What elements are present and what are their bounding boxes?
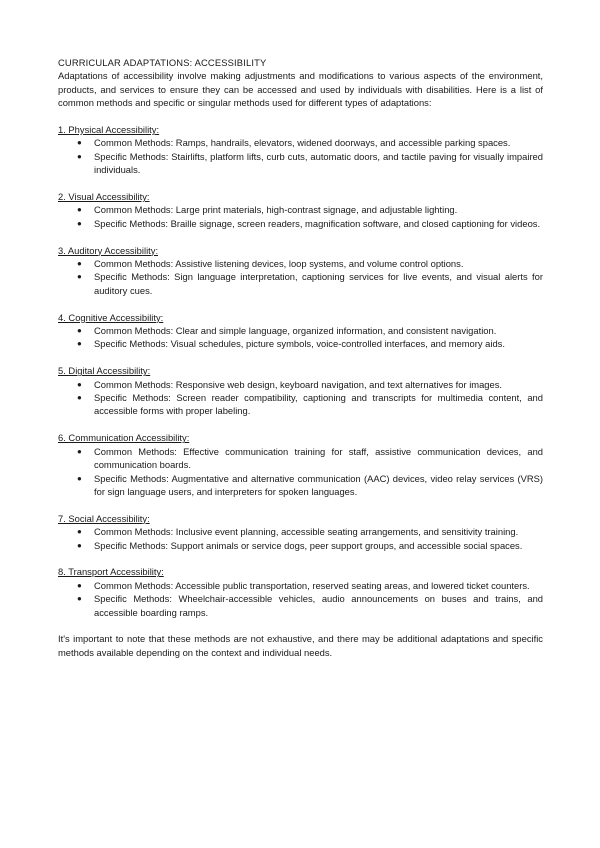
bullet-icon: ● [77, 580, 82, 590]
bullet-icon: ● [77, 272, 82, 282]
closing-paragraph: It's important to note that these methods are not exhaustive, and there may be additional adaptations and specific methods available depending on the context and individual needs. [58, 633, 543, 658]
list-item [58, 217, 543, 230]
list-item [58, 270, 543, 297]
list-item [58, 391, 543, 418]
section-heading: 2. Visual Accessibility: [58, 191, 150, 203]
list-item-text: Common Methods: Assistive listening devices, loop systems, and volume control options. [94, 258, 464, 270]
bullet-icon: ● [77, 138, 82, 148]
list-item-text: Common Methods: Responsive web design, keyboard navigation, and text alternatives for images. [94, 378, 503, 390]
document-title: CURRICULAR ADAPTATIONS: ACCESSIBILITY [58, 57, 267, 68]
methods-list [58, 324, 543, 351]
list-item-text: Specific Methods: Braille signage, screen readers, magnification software, and closed captioning for videos. [94, 217, 541, 229]
bullet-icon: ● [77, 326, 82, 336]
list-item [58, 150, 543, 177]
methods-list [58, 136, 543, 176]
document-page [58, 56, 543, 659]
section-social [58, 512, 543, 552]
list-item [58, 525, 543, 538]
methods-list [58, 257, 543, 297]
bullet-icon: ● [77, 151, 82, 161]
list-item [58, 579, 543, 592]
section-heading: 7. Social Accessibility: [58, 512, 150, 524]
section-heading: 3. Auditory Accessibility: [58, 244, 159, 256]
section-digital [58, 364, 543, 418]
list-item-text: Specific Methods: Sign language interpretation, captioning services for live events, and visual alerts for auditory cues. [94, 271, 543, 296]
list-item-text: Specific Methods: Screen reader compatibility, captioning and transcripts for multimedia content, and accessible forms with proper labeling. [94, 392, 543, 417]
list-item [58, 324, 543, 337]
section-heading: 1. Physical Accessibility: [58, 124, 160, 136]
bullet-icon: ● [77, 379, 82, 389]
list-item [58, 539, 543, 552]
bullet-icon: ● [77, 218, 82, 228]
list-item-text: Common Methods: Effective communication training for staff, assistive communication devices, and communication boards. [94, 445, 543, 471]
list-item [58, 257, 543, 270]
list-item [58, 136, 543, 149]
intro-paragraph: Adaptations of accessibility involve making adjustments and modifications to various aspects of the environment, products, and services to ensure they can be accessed and used by individuals with disabilities. Here is a list of common methods and specific or singular methods used for different types of adaptations: [58, 70, 543, 109]
list-item [58, 472, 543, 499]
bullet-icon: ● [77, 527, 82, 537]
list-item [58, 592, 543, 619]
section-physical [58, 123, 543, 177]
list-item-text: Common Methods: Ramps, handrails, elevators, widened doorways, and accessible parking spaces. [94, 137, 511, 149]
list-item-text: Specific Methods: Support animals or service dogs, peer support groups, and accessible social spaces. [94, 539, 523, 551]
section-transport [58, 565, 543, 619]
methods-list [58, 378, 543, 418]
bullet-icon: ● [77, 339, 82, 349]
list-item [58, 378, 543, 391]
bullet-icon: ● [77, 473, 82, 483]
methods-list [58, 579, 543, 619]
bullet-icon: ● [77, 540, 82, 550]
bullet-icon: ● [77, 205, 82, 215]
bullet-icon: ● [77, 393, 82, 403]
bullet-icon: ● [77, 594, 82, 604]
list-item-text: Common Methods: Clear and simple language, organized information, and consistent navigation. [94, 325, 497, 337]
list-item-text: Specific Methods: Augmentative and alternative communication (AAC) devices, video relay services (VRS) for sign language users, and interpreters for spoken languages. [94, 472, 543, 497]
section-heading: 6. Communication Accessibility: [58, 432, 190, 444]
methods-list [58, 525, 543, 552]
list-item [58, 445, 543, 472]
bullet-icon: ● [77, 446, 82, 456]
bullet-icon: ● [77, 259, 82, 269]
list-item-text: Specific Methods: Visual schedules, picture symbols, voice-controlled interfaces, and memory aids. [94, 338, 505, 350]
section-cognitive [58, 311, 543, 351]
section-communication [58, 431, 543, 498]
list-item-text: Specific Methods: Wheelchair-accessible vehicles, audio announcements on buses and trains, and accessible boarding ramps. [94, 593, 543, 618]
section-visual [58, 190, 543, 230]
list-item-text: Common Methods: Inclusive event planning, accessible seating arrangements, and sensitivity training. [94, 526, 519, 538]
list-item [58, 337, 543, 350]
methods-list [58, 203, 543, 230]
section-auditory [58, 244, 543, 298]
section-heading: 8. Transport Accessibility: [58, 566, 164, 578]
list-item-text: Common Methods: Accessible public transportation, reserved seating areas, and lowered ticket counters. [94, 579, 530, 591]
section-heading: 4. Cognitive Accessibility: [58, 311, 164, 323]
list-item [58, 203, 543, 216]
list-item-text: Specific Methods: Stairlifts, platform lifts, curb cuts, automatic doors, and tactile paving for visually impaired individuals. [94, 150, 543, 176]
methods-list [58, 445, 543, 499]
list-item-text: Common Methods: Large print materials, high-contrast signage, and adjustable lighting. [94, 204, 458, 216]
section-heading: 5. Digital Accessibility: [58, 365, 151, 377]
